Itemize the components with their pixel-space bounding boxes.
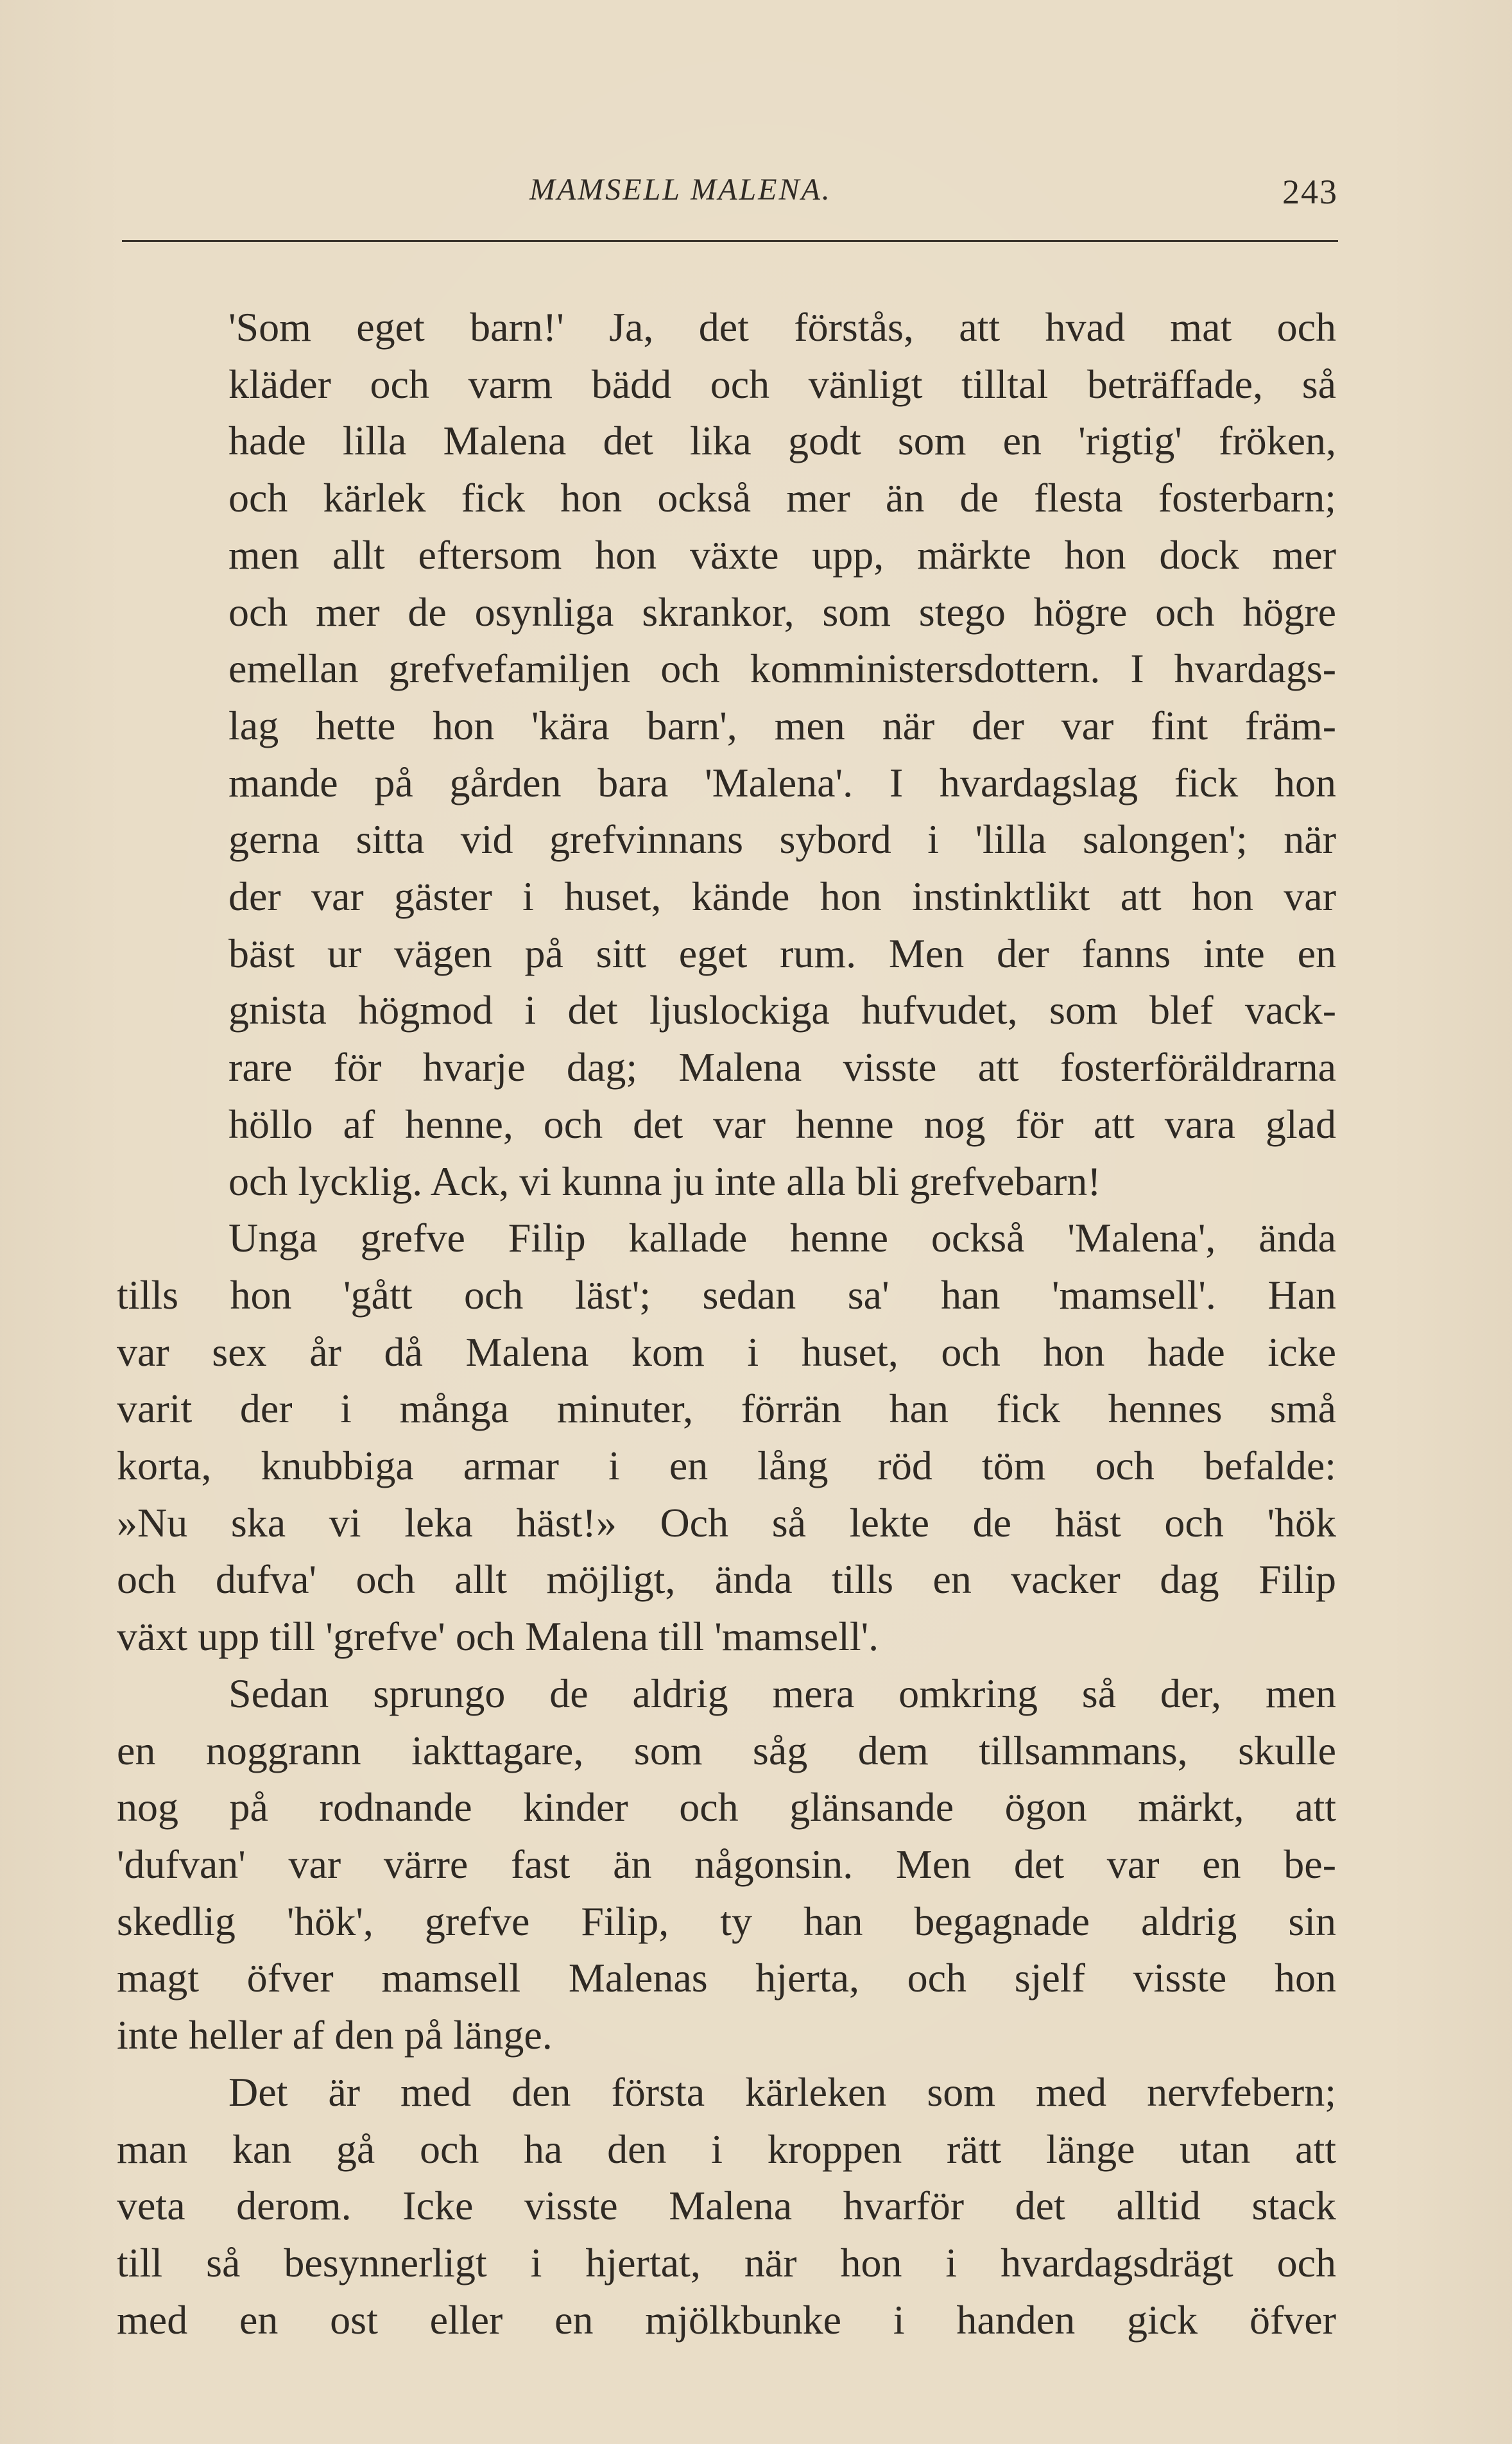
text-line: 'dufvan' var värre fast än någonsin. Men det var en be- [117,1841,1336,1887]
text-line: inte heller af den på länge. [117,2012,553,2058]
text-line: magt öfver mamsell Malenas hjerta, och sjelf visste hon [117,1955,1336,2001]
paragraph [117,2064,1336,2349]
running-title: MAMSELL MALENA. [529,173,832,207]
text-line: emellan grefvefamiljen och komministersdottern. I hvardags- [228,646,1336,692]
text-line: var sex år då Malena kom i huset, och hon hade icke [117,1329,1336,1375]
text-line: men allt eftersom hon växte upp, märkte hon dock mer [228,531,1336,578]
text-line: korta, knubbiga armar i en lång röd töm och befalde: [117,1443,1336,1489]
text-line: »Nu ska vi leka häst!» Och så lekte de häst och 'hök [117,1499,1336,1545]
text-line: skedlig 'hök', grefve Filip, ty han begagnade aldrig sin [117,1898,1336,1944]
text-line: gnista högmod i det ljuslockiga hufvudet, som blef vack- [228,987,1336,1033]
paragraph [117,299,1336,1210]
text-line: veta derom. Icke visste Malena hvarför det alltid stack [117,2183,1336,2229]
text-line: kläder och varm bädd och vänligt tilltal beträffade, så [228,361,1336,407]
running-header [119,172,1338,223]
text-line: hade lilla Malena det lika godt som en 'rigtig' fröken, [228,418,1336,464]
text-line: 'Som eget barn!' Ja, det förstås, att hvad mat och [228,304,1336,350]
text-line: och lycklig. Ack, vi kunna ju inte alla bli grefvebarn! [228,1158,1101,1204]
text-line: nog på rodnande kinder och glänsande ögon märkt, att [117,1784,1336,1830]
text-line: med en ost eller en mjölkbunke i handen gick öfver [117,2296,1336,2343]
text-line: höllo af henne, och det var henne nog för att vara glad [228,1101,1336,1147]
page-number: 243 [1282,173,1338,211]
text-line: tills hon 'gått och läst'; sedan sa' han 'mamsell'. Han [117,1271,1336,1318]
text-line: bäst ur vägen på sitt eget rum. Men der fanns inte en [228,930,1336,976]
text-line: mande på gården bara 'Malena'. I hvardagslag fick hon [228,759,1336,805]
text-line: lag hette hon 'kära barn', men när der var fint främ- [228,702,1336,748]
body-text [117,299,1336,2348]
paragraph [117,1665,1336,2064]
text-line: och dufva' och allt möjligt, ända tills en vacker dag Filip [117,1556,1336,1603]
text-line: och kärlek fick hon också mer än de flesta fosterbarn; [228,475,1336,521]
text-line: till så besynnerligt i hjertat, när hon i hvardagsdrägt och [117,2239,1336,2285]
paragraph [117,1210,1336,1665]
text-line: rare för hvarje dag; Malena visste att fosterföräldrarna [228,1044,1336,1090]
text-line: Sedan sprungo de aldrig mera omkring så der, men [228,1670,1336,1716]
text-line: en noggrann iakttagare, som såg dem tillsammans, skulle [117,1727,1336,1773]
text-line: der var gäster i huset, kände hon instinktlikt att hon var [228,873,1336,920]
header-rule [122,240,1338,242]
text-line: och mer de osynliga skrankor, som stego högre och högre [228,589,1336,635]
text-line: växt upp till 'grefve' och Malena till 'mamsell'. [117,1614,879,1660]
text-line: man kan gå och ha den i kroppen rätt länge utan att [117,2126,1336,2172]
text-line: Unga grefve Filip kallade henne också 'Malena', ända [228,1215,1336,1261]
text-line: Det är med den första kärleken som med nervfebern; [228,2069,1336,2115]
text-line: varit der i många minuter, förrän han fick hennes små [117,1386,1336,1432]
text-line: gerna sitta vid grefvinnans sybord i 'lilla salongen'; när [228,816,1336,863]
